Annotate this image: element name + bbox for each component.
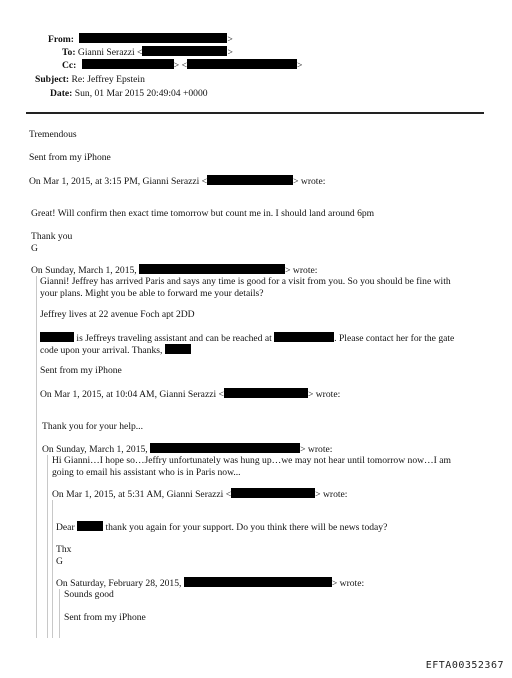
redaction-block — [79, 33, 227, 43]
redaction-block — [231, 488, 315, 498]
quoted-text: Thank you for your help... — [42, 421, 143, 432]
header-divider — [26, 112, 484, 114]
redaction-block — [40, 332, 74, 342]
quoted-text: going to email his assistant who is in Paris now... — [52, 467, 241, 478]
quoted-text: Dear thank you again for your support. Do you think there will be news today? — [56, 522, 388, 533]
document-id: EFTA00352367 — [425, 660, 504, 671]
quoted-text: Thx — [56, 544, 72, 555]
reply-text: Tremendous — [29, 129, 77, 140]
quoted-text: Great! Will confirm then exact time tomorrow but count me in. I should land around 6pm — [31, 208, 375, 219]
date-label: Date: — [50, 88, 73, 99]
redaction-block — [207, 175, 293, 185]
quoted-text: is Jeffreys traveling assistant and can be reached at . Please contact her for the gate — [40, 332, 454, 345]
signature-line: Sent from my iPhone — [40, 365, 122, 376]
signature-line: Sent from my iPhone — [64, 612, 146, 623]
cc-label: Cc: — [62, 60, 77, 71]
subject-label: Subject: — [35, 74, 70, 85]
signature-line: Sent from my iPhone — [29, 152, 111, 163]
date-row — [50, 88, 208, 100]
redaction-block — [139, 264, 285, 274]
quoted-text: Gianni! Jeffrey has arrived Paris and says any time is good for a visit from you. So you should be fine with — [40, 276, 451, 287]
date-value: Sun, 01 Mar 2015 20:49:04 +0000 — [74, 88, 208, 99]
from-row: From: > — [48, 34, 233, 45]
quote-bar — [59, 589, 60, 638]
redaction-block — [274, 332, 334, 342]
redaction-block — [150, 443, 300, 453]
quote-intro: On Mar 1, 2015, at 3:15 PM, Gianni Serazzi < > wrote: — [29, 176, 326, 187]
quote-bar — [47, 455, 48, 638]
redaction-block — [82, 59, 174, 69]
quoted-text: G — [31, 243, 38, 254]
quoted-text: Sounds good — [64, 589, 114, 600]
quote-bar — [36, 400, 37, 638]
to-label: To: — [62, 47, 76, 58]
quote-intro: On Saturday, February 28, 2015, > wrote: — [56, 578, 365, 589]
quoted-text: code upon your arrival. Thanks, — [40, 344, 191, 357]
from-label: From: — [48, 34, 74, 45]
subject-value: Re: Jeffrey Epstein — [71, 74, 145, 85]
redaction-block — [224, 388, 308, 398]
redaction-block — [77, 521, 103, 531]
to-value: Gianni Serazzi < — [77, 47, 143, 58]
redaction-block — [142, 46, 227, 56]
quoted-text: Jeffrey lives at 22 avenue Foch apt 2DD — [40, 309, 195, 320]
quote-bar — [52, 500, 53, 638]
quoted-text: Hi Gianni…I hope so…Jeffry unfortunately was hung up…we may not hear until tomorrow now…I am — [52, 455, 451, 466]
subject-row — [35, 74, 145, 86]
quoted-text: your plans. Might you be able to forward me your details? — [40, 288, 264, 299]
quote-intro: On Sunday, March 1, 2015, > wrote: — [42, 444, 333, 455]
cc-row: Cc: > < > — [62, 60, 303, 71]
redaction-block — [184, 577, 332, 587]
quoted-text: G — [56, 556, 63, 567]
quote-intro: On Sunday, March 1, 2015, > wrote: — [31, 265, 318, 276]
quoted-text: Thank you — [31, 231, 73, 242]
quote-intro: On Mar 1, 2015, at 10:04 AM, Gianni Serazzi < > wrote: — [40, 389, 341, 400]
redaction-block — [165, 344, 191, 354]
quote-intro: On Mar 1, 2015, at 5:31 AM, Gianni Serazzi < > wrote: — [52, 489, 348, 500]
redaction-block — [187, 59, 297, 69]
to-row: To: Gianni Serazzi < > — [62, 47, 233, 58]
